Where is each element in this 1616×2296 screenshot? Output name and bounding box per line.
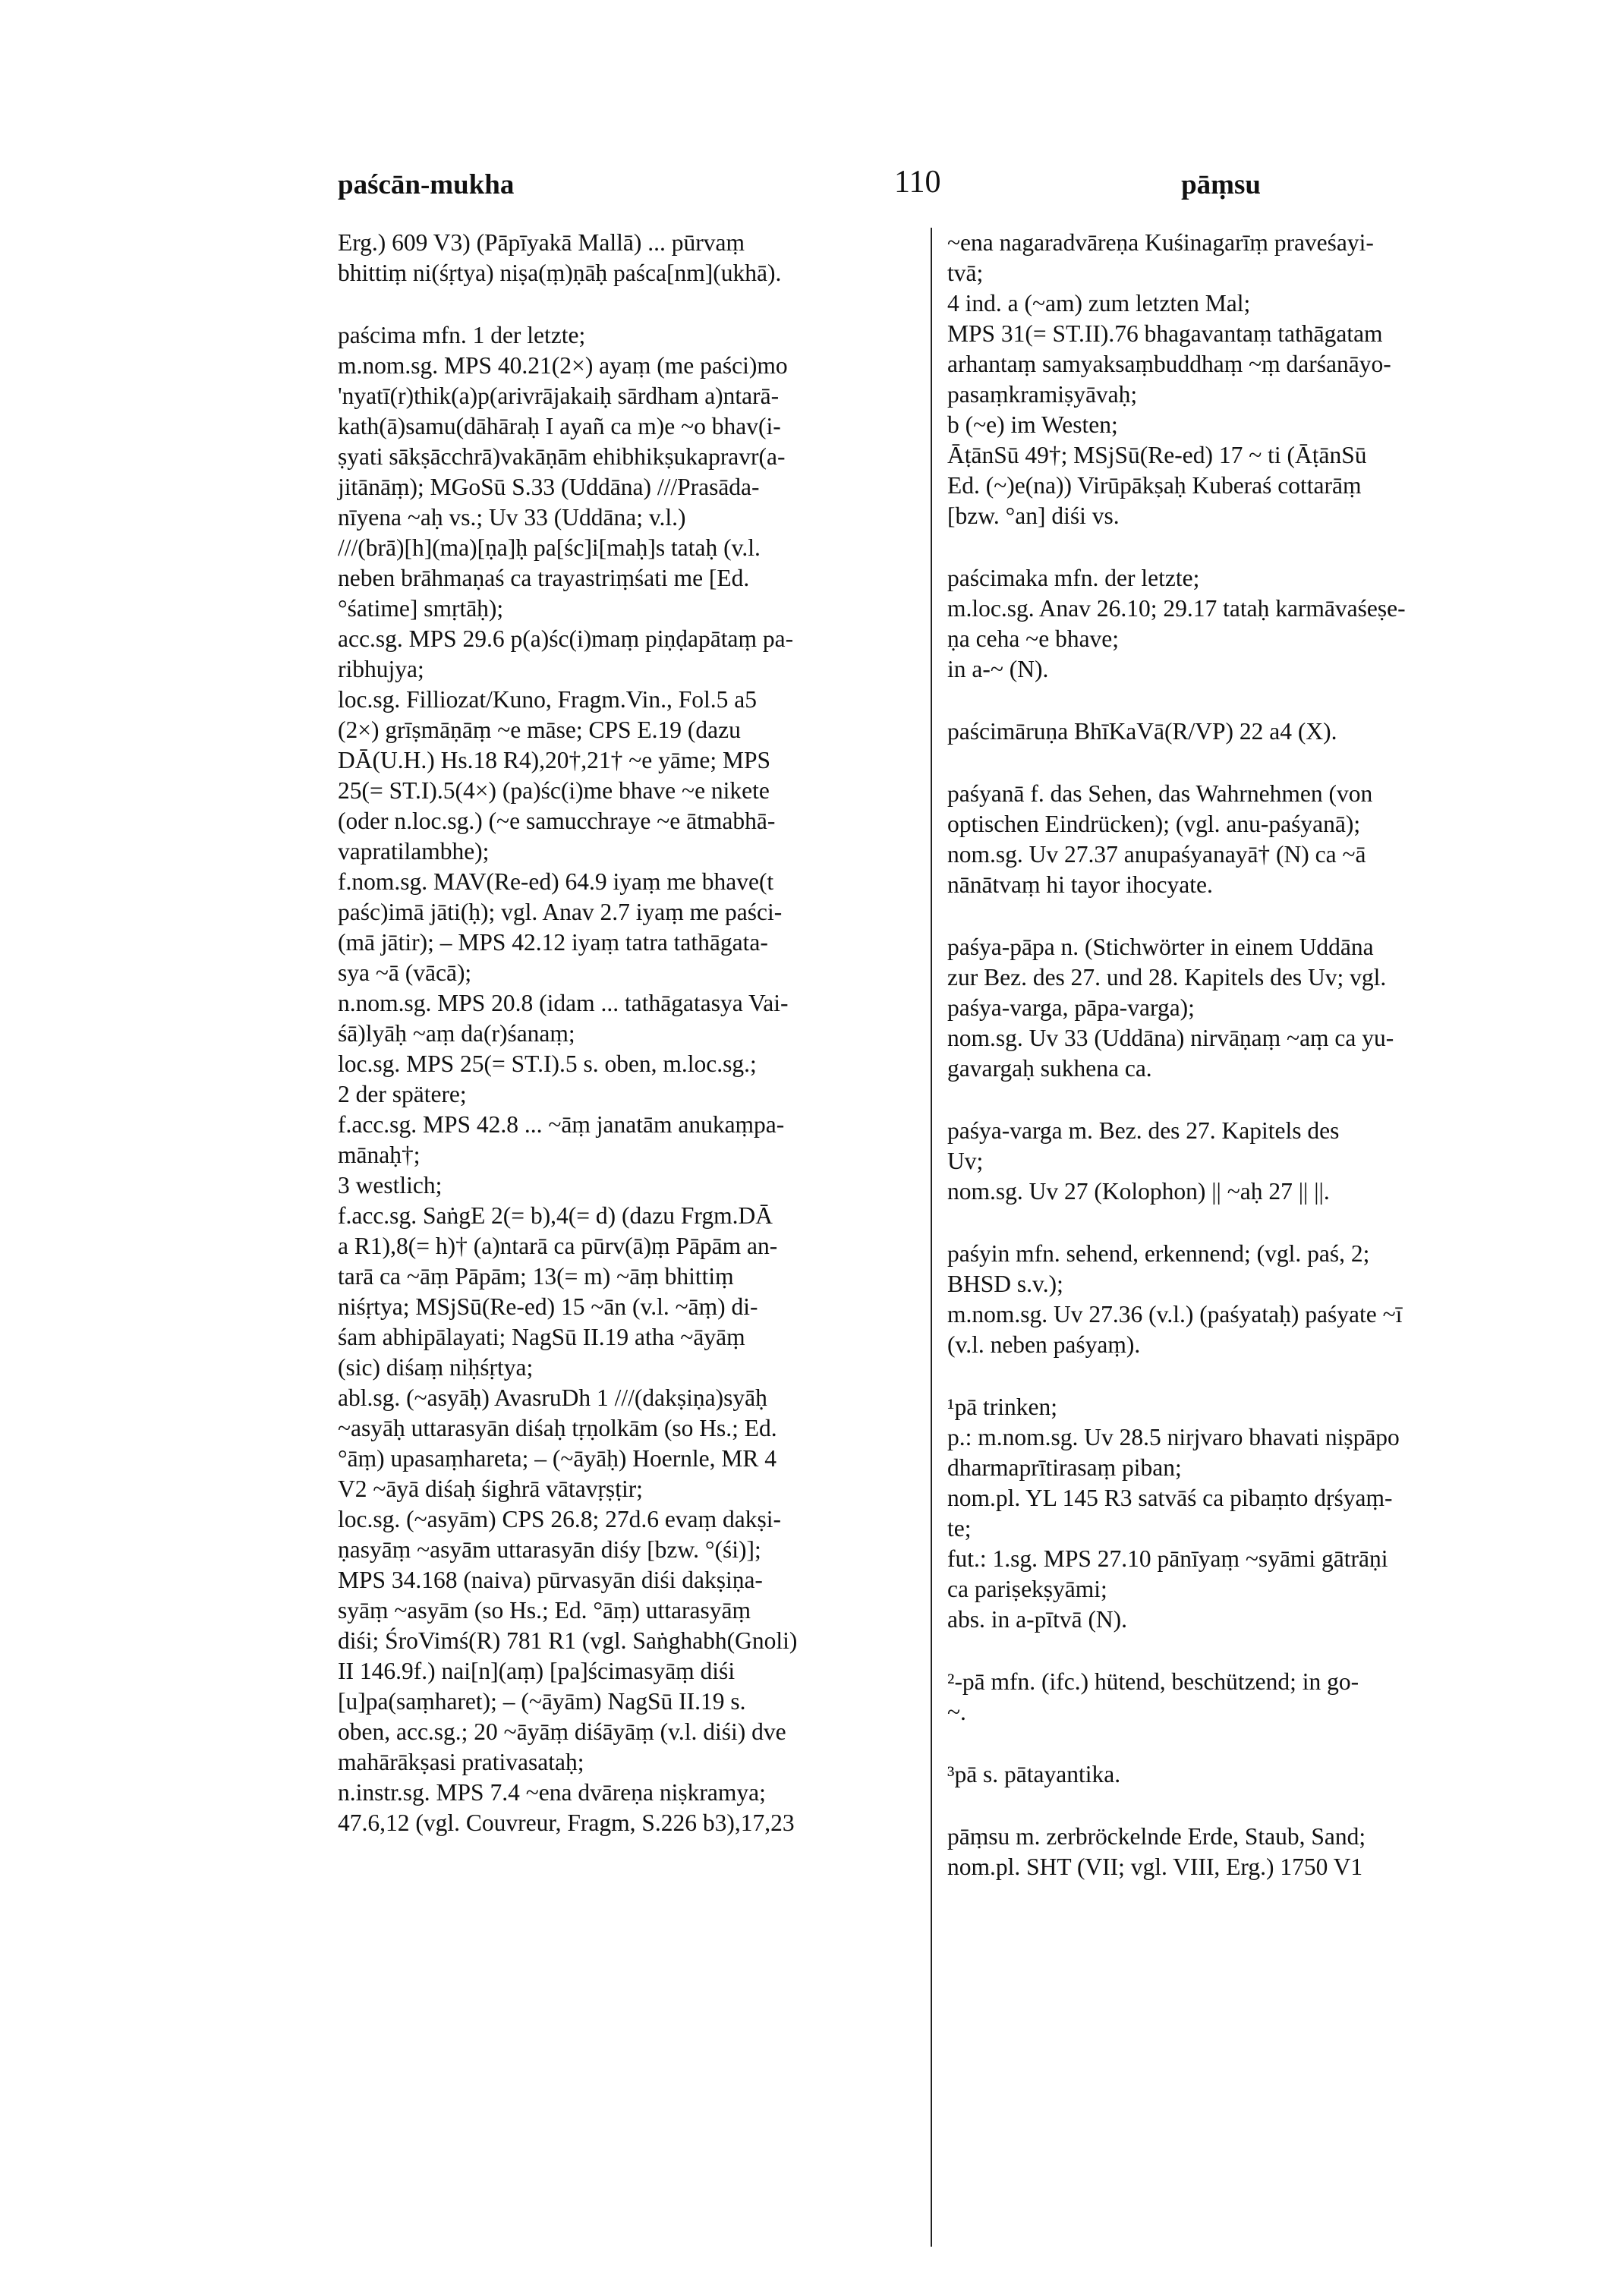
text-line: (sic) diśaṃ niḥśṛtya; bbox=[338, 1354, 534, 1381]
text-line: ~ena nagaradvāreṇa Kuśinagarīṃ praveśayi- bbox=[947, 229, 1374, 256]
page-number: 110 bbox=[894, 165, 941, 200]
text-line: f.nom.sg. MAV(Re-ed) 64.9 iyaṃ me bhave(t bbox=[338, 868, 774, 895]
text-line: niśṛtya; MSjSū(Re-ed) 15 ~ān (v.l. ~āṃ) di- bbox=[338, 1293, 758, 1320]
text-line: ṇa ceha ~e bhave; bbox=[947, 625, 1120, 652]
text-line: abl.sg. (~asyāḥ) AvasruDh 1 ///(dakṣiṇa)syāḥ bbox=[338, 1384, 767, 1411]
entry-headword-line: ¹pā trinken; bbox=[947, 1394, 1058, 1420]
entry-headword-line: paścimaka mfn. der letzte; bbox=[947, 565, 1200, 591]
entry-separator bbox=[947, 531, 1528, 563]
text-line: nom.pl. YL 145 R3 satvāś ca pibaṃto dṛśyaṃ- bbox=[947, 1485, 1393, 1511]
text-line: mahārākṣasi prativasataḥ; bbox=[338, 1749, 584, 1775]
text-line: oben, acc.sg.; 20 ~āyāṃ diśāyāṃ (v.l. diśi) dve bbox=[338, 1718, 786, 1745]
text-line: śā)lyāḥ ~aṃ da(r)śanaṃ; bbox=[338, 1020, 575, 1047]
text-line: loc.sg. Filliozat/Kuno, Fragm.Vin., Fol.5 a5 bbox=[338, 686, 757, 713]
text-line: sya ~ā (vācā); bbox=[338, 959, 472, 986]
text-line: °āṃ) upasaṃhareta; – (~āyāḥ) Hoernle, MR 4 bbox=[338, 1445, 777, 1472]
text-line: nānātvaṃ hi tayor ihocyate. bbox=[947, 871, 1213, 898]
text-line: ĀṭānSū 49†; MSjSū(Re-ed) 17 ~ ti (ĀṭānSū bbox=[947, 442, 1367, 468]
text-line: MPS 31(= ST.II).76 bhagavantaṃ tathāgatam bbox=[947, 320, 1383, 347]
text-line: tarā ca ~āṃ Pāpām; 13(= m) ~āṃ bhittiṃ bbox=[338, 1263, 734, 1290]
entry-separator bbox=[947, 747, 1528, 779]
text-line: abs. in a-pītvā (N). bbox=[947, 1606, 1128, 1633]
text-line: ṣyati sākṣācchrā)vakāṇām ehibhikṣukapravr(a- bbox=[338, 443, 786, 470]
text-line: paśc)imā jāti(ḥ); vgl. Anav 2.7 iyaṃ me paści- bbox=[338, 899, 783, 925]
header-left-catchword: paścān-mukha bbox=[338, 169, 515, 200]
column-divider bbox=[931, 228, 932, 2247]
entry-separator bbox=[947, 1728, 1528, 1759]
text-line: (oder n.loc.sg.) (~e samucchraye ~e ātmabhā- bbox=[338, 808, 776, 834]
entry-headword-line: ³pā s. pātayantika. bbox=[947, 1761, 1121, 1787]
text-line: arhantaṃ samyaksaṃbuddhaṃ ~ṃ darśanāyo- bbox=[947, 351, 1391, 377]
text-line: kath(ā)samu(dāhāraḥ I ayañ ca m)e ~o bhav(i- bbox=[338, 413, 781, 439]
text-line: zur Bez. des 27. und 28. Kapitels des Uv; vgl. bbox=[947, 964, 1387, 991]
text-line: DĀ(U.H.) Hs.18 R4),20†,21† ~e yāme; MPS bbox=[338, 747, 771, 773]
text-line: loc.sg. (~asyām) CPS 26.8; 27d.6 evaṃ dakṣi- bbox=[338, 1506, 781, 1532]
text-line: nom.sg. Uv 33 (Uddāna) nirvāṇaṃ ~aṃ ca yu- bbox=[947, 1025, 1394, 1051]
text-line: ca pariṣekṣyāmi; bbox=[947, 1576, 1107, 1602]
text-line: acc.sg. MPS 29.6 p(a)śc(i)maṃ piṇḍapātaṃ pa- bbox=[338, 625, 794, 652]
entry-separator bbox=[947, 1790, 1528, 1822]
text-line: II 146.9f.) nai[n](aṃ) [pa]ścimasyāṃ diśi bbox=[338, 1658, 736, 1684]
text-line: nom.sg. Uv 27 (Kolophon) || ~aḥ 27 || ||. bbox=[947, 1178, 1330, 1205]
entry-headword-line: pāṃsu m. zerbröckelnde Erde, Staub, Sand; bbox=[947, 1823, 1366, 1850]
text-line: m.loc.sg. Anav 26.10; 29.17 tataḥ karmāvaśeṣe- bbox=[947, 595, 1406, 622]
text-line: vapratilambhe); bbox=[338, 838, 490, 865]
text-line: 3 westlich; bbox=[338, 1172, 443, 1198]
text-line: loc.sg. MPS 25(= ST.I).5 s. oben, m.loc.sg.; bbox=[338, 1050, 757, 1077]
text-line: 2 der spätere; bbox=[338, 1081, 467, 1107]
text-line: b (~e) im Westen; bbox=[947, 411, 1118, 438]
text-line: ~. bbox=[947, 1699, 966, 1725]
text-line: n.nom.sg. MPS 20.8 (idam ... tathāgatasya Vai- bbox=[338, 990, 789, 1016]
text-line: nom.sg. Uv 27.37 anupaśyanayā† (N) ca ~ā bbox=[947, 841, 1366, 868]
right-column bbox=[947, 228, 1528, 1882]
text-line: f.acc.sg. MPS 42.8 ... ~āṃ janatām anukaṃpa- bbox=[338, 1111, 785, 1138]
text-line: 47.6,12 (vgl. Couvreur, Fragm, S.226 b3),17,23 bbox=[338, 1809, 795, 1836]
entry-headword-line: paśya-varga m. Bez. des 27. Kapitels des bbox=[947, 1117, 1340, 1144]
text-line: ṇasyāṃ ~asyām uttarasyān diśy [bzw. °(śi)]; bbox=[338, 1536, 761, 1563]
text-line: pasaṃkramiṣyāvaḥ; bbox=[947, 381, 1138, 408]
text-line: jitānāṃ); MGoSū S.33 (Uddāna) ///Prasāda- bbox=[338, 474, 760, 500]
text-line: (2×) grīṣmāṇāṃ ~e māse; CPS E.19 (dazu bbox=[338, 717, 741, 743]
entry-separator bbox=[947, 1360, 1528, 1392]
text-line: 4 ind. a (~am) zum letzten Mal; bbox=[947, 290, 1251, 317]
entry-separator bbox=[947, 1084, 1528, 1116]
text-line: m.nom.sg. MPS 40.21(2×) ayaṃ (me paści)mo bbox=[338, 352, 788, 379]
text-line: MPS 34.168 (naiva) pūrvasyān diśi dakṣiṇa- bbox=[338, 1567, 763, 1593]
text-line: optischen Eindrücken); (vgl. anu-paśyanā); bbox=[947, 811, 1361, 837]
text-line: V2 ~āyā diśaḥ śighrā vātavṛṣṭir; bbox=[338, 1476, 643, 1502]
text-line: nom.pl. SHT (VII; vgl. VIII, Erg.) 1750 V1 bbox=[947, 1853, 1363, 1880]
entry-headword-line: paścima mfn. 1 der letzte; bbox=[338, 322, 586, 348]
entry-separator bbox=[338, 288, 915, 320]
entry-separator bbox=[947, 685, 1528, 717]
text-line: paśya-varga, pāpa-varga); bbox=[947, 994, 1195, 1021]
text-line: syāṃ ~asyām (so Hs.; Ed. °āṃ) uttarasyāṃ bbox=[338, 1597, 751, 1624]
text-line: nīyena ~aḥ vs.; Uv 33 (Uddāna; v.l.) bbox=[338, 504, 686, 531]
text-line: te; bbox=[947, 1515, 972, 1542]
text-line: (mā jātir); – MPS 42.12 iyaṃ tatra tathāgata- bbox=[338, 929, 768, 956]
text-line: Ed. (~)e(na)) Virūpākṣaḥ Kuberaś cottarāṃ bbox=[947, 472, 1362, 499]
text-line: diśi; ŚroVimś(R) 781 R1 (vgl. Saṅghabh(Gnoli) bbox=[338, 1627, 798, 1654]
text-line: 25(= ST.I).5(4×) (pa)śc(i)me bhave ~e nikete bbox=[338, 777, 770, 804]
text-line: (v.l. neben paśyaṃ). bbox=[947, 1331, 1141, 1358]
text-line: fut.: 1.sg. MPS 27.10 pānīyaṃ ~syāmi gātrāṇi bbox=[947, 1545, 1388, 1572]
text-line: f.acc.sg. SaṅgE 2(= b),4(= d) (dazu Frgm.DĀ bbox=[338, 1202, 773, 1229]
text-line: a R1),8(= h)† (a)ntarā ca pūrv(ā)ṃ Pāpām an- bbox=[338, 1233, 778, 1259]
text-line: ribhujya; bbox=[338, 656, 424, 682]
text-line: BHSD s.v.); bbox=[947, 1271, 1063, 1297]
entry-headword-line: paśya-pāpa n. (Stichwörter in einem Uddāna bbox=[947, 934, 1374, 960]
text-line: ///(brā)[h](ma)[ṇa]ḥ pa[śc]i[maḥ]s tataḥ (v.l. bbox=[338, 534, 761, 561]
text-line: mānaḥ†; bbox=[338, 1142, 421, 1168]
entry-separator bbox=[947, 1635, 1528, 1667]
text-line: Uv; bbox=[947, 1148, 984, 1174]
text-line: ~asyāḥ uttarasyān diśaḥ tṛṇolkām (so Hs.; Ed. bbox=[338, 1415, 777, 1441]
text-line: Erg.) 609 V3) (Pāpīyakā Mallā) ... pūrvaṃ bbox=[338, 229, 745, 256]
text-line: in a-~ (N). bbox=[947, 656, 1049, 682]
text-line: [bzw. °an] diśi vs. bbox=[947, 502, 1120, 529]
entry-separator bbox=[947, 900, 1528, 932]
text-line: tvā; bbox=[947, 260, 984, 286]
entry-headword-line: paśyanā f. das Sehen, das Wahrnehmen (von bbox=[947, 780, 1373, 807]
entry-separator bbox=[947, 1207, 1528, 1239]
left-column bbox=[338, 228, 915, 1838]
text-line: 'nyatī(r)thik(a)p(arivrājakaiḥ sārdham a)ntarā- bbox=[338, 383, 780, 409]
text-line: [u]pa(saṃharet); – (~āyām) NagSū II.19 s. bbox=[338, 1688, 746, 1715]
text-line: gavargaḥ sukhena ca. bbox=[947, 1055, 1152, 1082]
text-line: bhittiṃ ni(śṛtya) niṣa(ṃ)ṇāḥ paśca[nm](ukhā). bbox=[338, 260, 782, 286]
entry-headword-line: paśyin mfn. sehend, erkennend; (vgl. paś, 2; bbox=[947, 1240, 1370, 1267]
text-line: p.: m.nom.sg. Uv 28.5 nirjvaro bhavati niṣpāpo bbox=[947, 1424, 1400, 1450]
entry-headword-line: paścimāruṇa BhīKaVā(R/VP) 22 a4 (X). bbox=[947, 718, 1337, 745]
text-line: m.nom.sg. Uv 27.36 (v.l.) (paśyataḥ) paśyate ~ī bbox=[947, 1301, 1403, 1328]
text-line: śam abhipālayati; NagSū II.19 atha ~āyāṃ bbox=[338, 1324, 745, 1350]
text-line: dharmaprītirasaṃ piban; bbox=[947, 1454, 1182, 1481]
text-line: neben brāhmaṇaś ca trayastriṃśati me [Ed. bbox=[338, 565, 750, 591]
header-right-catchword: pāṃsu bbox=[1181, 169, 1261, 200]
entry-headword-line: ²-pā mfn. (ifc.) hütend, beschützend; in go- bbox=[947, 1668, 1359, 1695]
text-line: °śatime] smṛtāḥ); bbox=[338, 595, 504, 622]
text-line: n.instr.sg. MPS 7.4 ~ena dvāreṇa niṣkramya; bbox=[338, 1779, 766, 1806]
